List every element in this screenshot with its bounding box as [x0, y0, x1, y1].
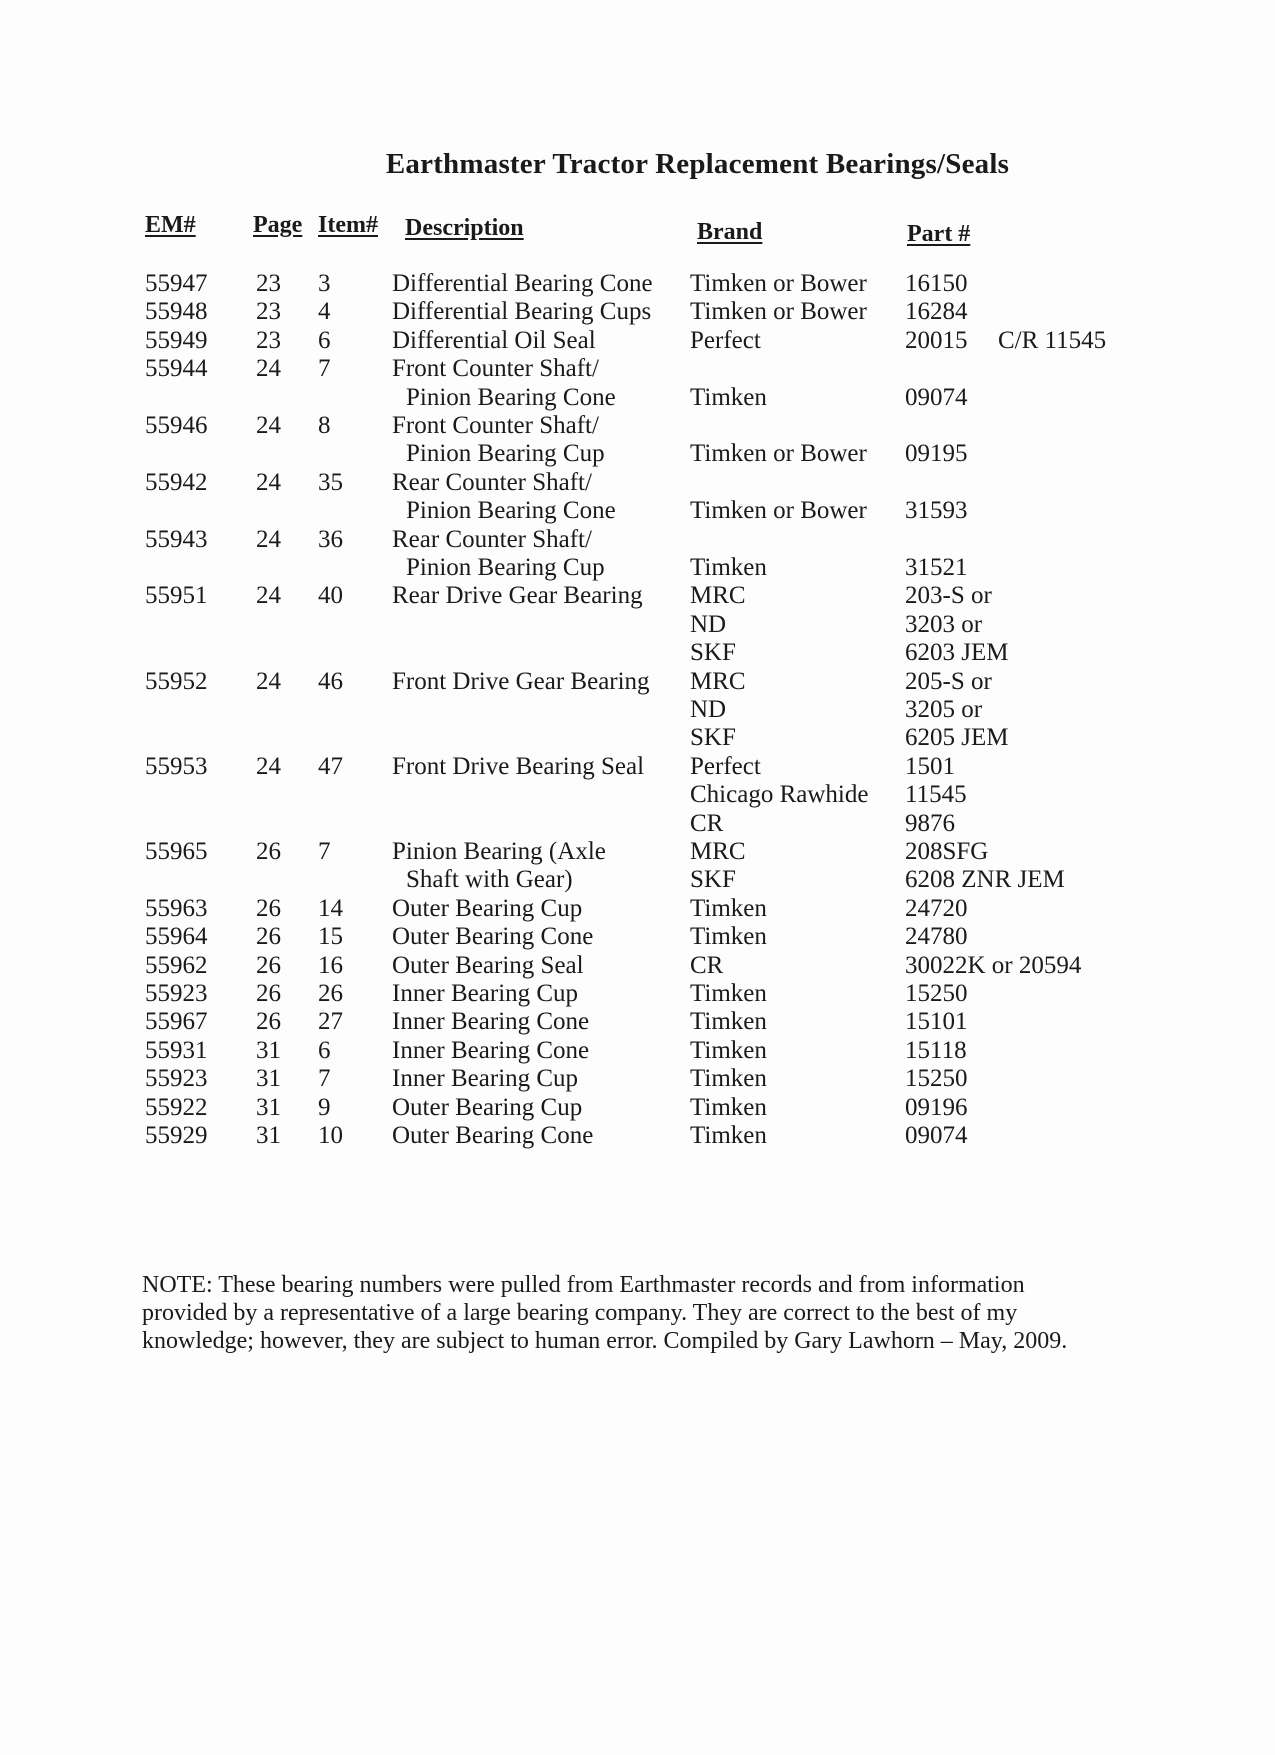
em-number-cell: 55946: [145, 412, 208, 439]
part-number-cell: 208SFG: [905, 838, 989, 865]
page-cell: 26: [256, 838, 281, 865]
item-number-cell: 35: [318, 469, 343, 496]
part-number-cell: 24720: [905, 895, 968, 922]
description-cell: Inner Bearing Cone: [392, 1008, 590, 1035]
em-number-cell: 55943: [145, 526, 208, 553]
brand-cell: Timken or Bower: [690, 440, 867, 467]
em-number-cell: 55964: [145, 923, 208, 950]
brand-cell: Timken or Bower: [690, 270, 867, 297]
header-description: Description: [405, 215, 524, 241]
page-cell: 23: [256, 327, 281, 354]
em-number-cell: 55963: [145, 895, 208, 922]
item-number-cell: 16: [318, 952, 343, 979]
item-number-cell: 9: [318, 1094, 331, 1121]
description-cell: Front Counter Shaft/: [392, 412, 599, 439]
description-cell: Outer Bearing Cup: [392, 1094, 583, 1121]
footnote-line: NOTE: These bearing numbers were pulled from Earthmaster records and from information: [142, 1272, 1025, 1298]
part-number-cell: 16150: [905, 270, 968, 297]
page-cell: 24: [256, 582, 281, 609]
description-cell: Pinion Bearing Cup: [406, 440, 605, 467]
em-number-cell: 55951: [145, 582, 208, 609]
description-cell: Rear Counter Shaft/: [392, 469, 592, 496]
brand-cell: Timken: [690, 923, 767, 950]
header-brand: Brand: [697, 219, 763, 245]
item-number-cell: 46: [318, 668, 343, 695]
page-cell: 24: [256, 753, 281, 780]
description-cell: Inner Bearing Cup: [392, 980, 579, 1007]
item-number-cell: 40: [318, 582, 343, 609]
page-cell: 26: [256, 980, 281, 1007]
page-cell: 26: [256, 1008, 281, 1035]
part-number-cell: 15250: [905, 980, 968, 1007]
item-number-cell: 3: [318, 270, 331, 297]
brand-cell: SKF: [690, 724, 736, 751]
header-part-number: Part #: [907, 221, 971, 247]
part-number-cell: 09196: [905, 1094, 968, 1121]
header-em-number: EM#: [145, 212, 196, 238]
brand-cell: Timken or Bower: [690, 298, 867, 325]
brand-cell: Timken or Bower: [690, 497, 867, 524]
brand-cell: Chicago Rawhide: [690, 781, 869, 808]
footnote: [142, 1271, 1152, 1355]
page-cell: 24: [256, 469, 281, 496]
item-number-cell: 6: [318, 327, 331, 354]
page-cell: 26: [256, 952, 281, 979]
page-cell: 24: [256, 668, 281, 695]
brand-cell: ND: [690, 696, 727, 723]
part-number-cell: 6208 ZNR JEM: [905, 866, 1065, 893]
brand-cell: SKF: [690, 639, 736, 666]
part-number-cell: 09074: [905, 384, 968, 411]
em-number-cell: 55923: [145, 1065, 208, 1092]
item-number-cell: 14: [318, 895, 343, 922]
em-number-cell: 55952: [145, 668, 208, 695]
footnote-line: knowledge; however, they are subject to human error. Compiled by Gary Lawhorn – May, 2009.: [142, 1328, 1068, 1354]
header-page: Page: [253, 212, 303, 238]
item-number-cell: 47: [318, 753, 343, 780]
part-number-cell: 15101: [905, 1008, 968, 1035]
brand-cell: Perfect: [690, 327, 761, 354]
brand-cell: Timken: [690, 1065, 767, 1092]
em-number-cell: 55944: [145, 355, 208, 382]
part-number-cell: 15118: [905, 1037, 967, 1064]
item-number-cell: 7: [318, 838, 331, 865]
brand-cell: SKF: [690, 866, 736, 893]
description-cell: Inner Bearing Cone: [392, 1037, 590, 1064]
page-cell: 31: [256, 1122, 281, 1149]
brand-cell: Timken: [690, 1094, 767, 1121]
description-cell: Outer Bearing Cone: [392, 1122, 594, 1149]
item-number-cell: 6: [318, 1037, 331, 1064]
description-cell: Inner Bearing Cup: [392, 1065, 579, 1092]
part-number-cell: 20015: [905, 327, 968, 354]
item-number-cell: 7: [318, 1065, 331, 1092]
em-number-cell: 55942: [145, 469, 208, 496]
part-number-cell: 3203 or: [905, 611, 983, 638]
brand-cell: Timken: [690, 1037, 767, 1064]
cross-reference-cell: C/R 11545: [998, 327, 1107, 354]
part-number-cell: 11545: [905, 781, 967, 808]
part-number-cell: 6205 JEM: [905, 724, 1009, 751]
page-cell: 24: [256, 412, 281, 439]
header-item-number: Item#: [318, 212, 378, 238]
brand-cell: MRC: [690, 668, 746, 695]
description-cell: Differential Oil Seal: [392, 327, 596, 354]
item-number-cell: 36: [318, 526, 343, 553]
em-number-cell: 55929: [145, 1122, 208, 1149]
part-number-cell: 203-S or: [905, 582, 992, 609]
brand-cell: Timken: [690, 1008, 767, 1035]
em-number-cell: 55948: [145, 298, 208, 325]
item-number-cell: 8: [318, 412, 331, 439]
em-number-cell: 55923: [145, 980, 208, 1007]
part-number-cell: 16284: [905, 298, 968, 325]
brand-cell: Timken: [690, 384, 767, 411]
part-number-cell: 6203 JEM: [905, 639, 1009, 666]
description-cell: Outer Bearing Seal: [392, 952, 584, 979]
brand-cell: Perfect: [690, 753, 761, 780]
item-number-cell: 27: [318, 1008, 343, 1035]
description-cell: Outer Bearing Cone: [392, 923, 594, 950]
em-number-cell: 55967: [145, 1008, 208, 1035]
page-cell: 24: [256, 526, 281, 553]
brand-cell: Timken: [690, 980, 767, 1007]
footnote-line: provided by a representative of a large bearing company. They are correct to the best of my: [142, 1300, 1018, 1326]
description-cell: Rear Counter Shaft/: [392, 526, 592, 553]
description-cell: Differential Bearing Cups: [392, 298, 652, 325]
part-number-cell: 31593: [905, 497, 968, 524]
item-number-cell: 7: [318, 355, 331, 382]
description-cell: Shaft with Gear): [406, 866, 573, 893]
brand-cell: MRC: [690, 582, 746, 609]
part-number-cell: 31521: [905, 554, 968, 581]
page-cell: 26: [256, 895, 281, 922]
page-cell: 31: [256, 1037, 281, 1064]
description-cell: Pinion Bearing Cup: [406, 554, 605, 581]
page-cell: 31: [256, 1094, 281, 1121]
description-cell: Front Drive Gear Bearing: [392, 668, 650, 695]
description-cell: Pinion Bearing Cone: [406, 497, 616, 524]
brand-cell: CR: [690, 810, 724, 837]
description-cell: Differential Bearing Cone: [392, 270, 653, 297]
part-number-cell: 09195: [905, 440, 968, 467]
brand-cell: Timken: [690, 895, 767, 922]
em-number-cell: 55953: [145, 753, 208, 780]
em-number-cell: 55922: [145, 1094, 208, 1121]
em-number-cell: 55931: [145, 1037, 208, 1064]
page-cell: 24: [256, 355, 281, 382]
brand-cell: CR: [690, 952, 724, 979]
item-number-cell: 4: [318, 298, 331, 325]
part-number-cell: 24780: [905, 923, 968, 950]
item-number-cell: 15: [318, 923, 343, 950]
page-cell: 26: [256, 923, 281, 950]
description-cell: Front Drive Bearing Seal: [392, 753, 645, 780]
description-cell: Pinion Bearing (Axle: [392, 838, 606, 865]
part-number-cell: 15250: [905, 1065, 968, 1092]
brand-cell: MRC: [690, 838, 746, 865]
part-number-cell: 205-S or: [905, 668, 992, 695]
em-number-cell: 55962: [145, 952, 208, 979]
page-cell: 23: [256, 298, 281, 325]
em-number-cell: 55965: [145, 838, 208, 865]
description-cell: Outer Bearing Cup: [392, 895, 583, 922]
page-cell: 23: [256, 270, 281, 297]
page-cell: 31: [256, 1065, 281, 1092]
part-number-cell: 09074: [905, 1122, 968, 1149]
brand-cell: Timken: [690, 1122, 767, 1149]
part-number-cell: 9876: [905, 810, 955, 837]
brand-cell: ND: [690, 611, 727, 638]
description-cell: Pinion Bearing Cone: [406, 384, 616, 411]
part-number-cell: 30022K or 20594: [905, 952, 1082, 979]
part-number-cell: 1501: [905, 753, 955, 780]
em-number-cell: 55947: [145, 270, 208, 297]
brand-cell: Timken: [690, 554, 767, 581]
description-cell: Rear Drive Gear Bearing: [392, 582, 643, 609]
part-number-cell: 3205 or: [905, 696, 983, 723]
item-number-cell: 26: [318, 980, 343, 1007]
em-number-cell: 55949: [145, 327, 208, 354]
description-cell: Front Counter Shaft/: [392, 355, 599, 382]
page-title: Earthmaster Tractor Replacement Bearings/Seals: [385, 148, 1010, 180]
item-number-cell: 10: [318, 1122, 343, 1149]
